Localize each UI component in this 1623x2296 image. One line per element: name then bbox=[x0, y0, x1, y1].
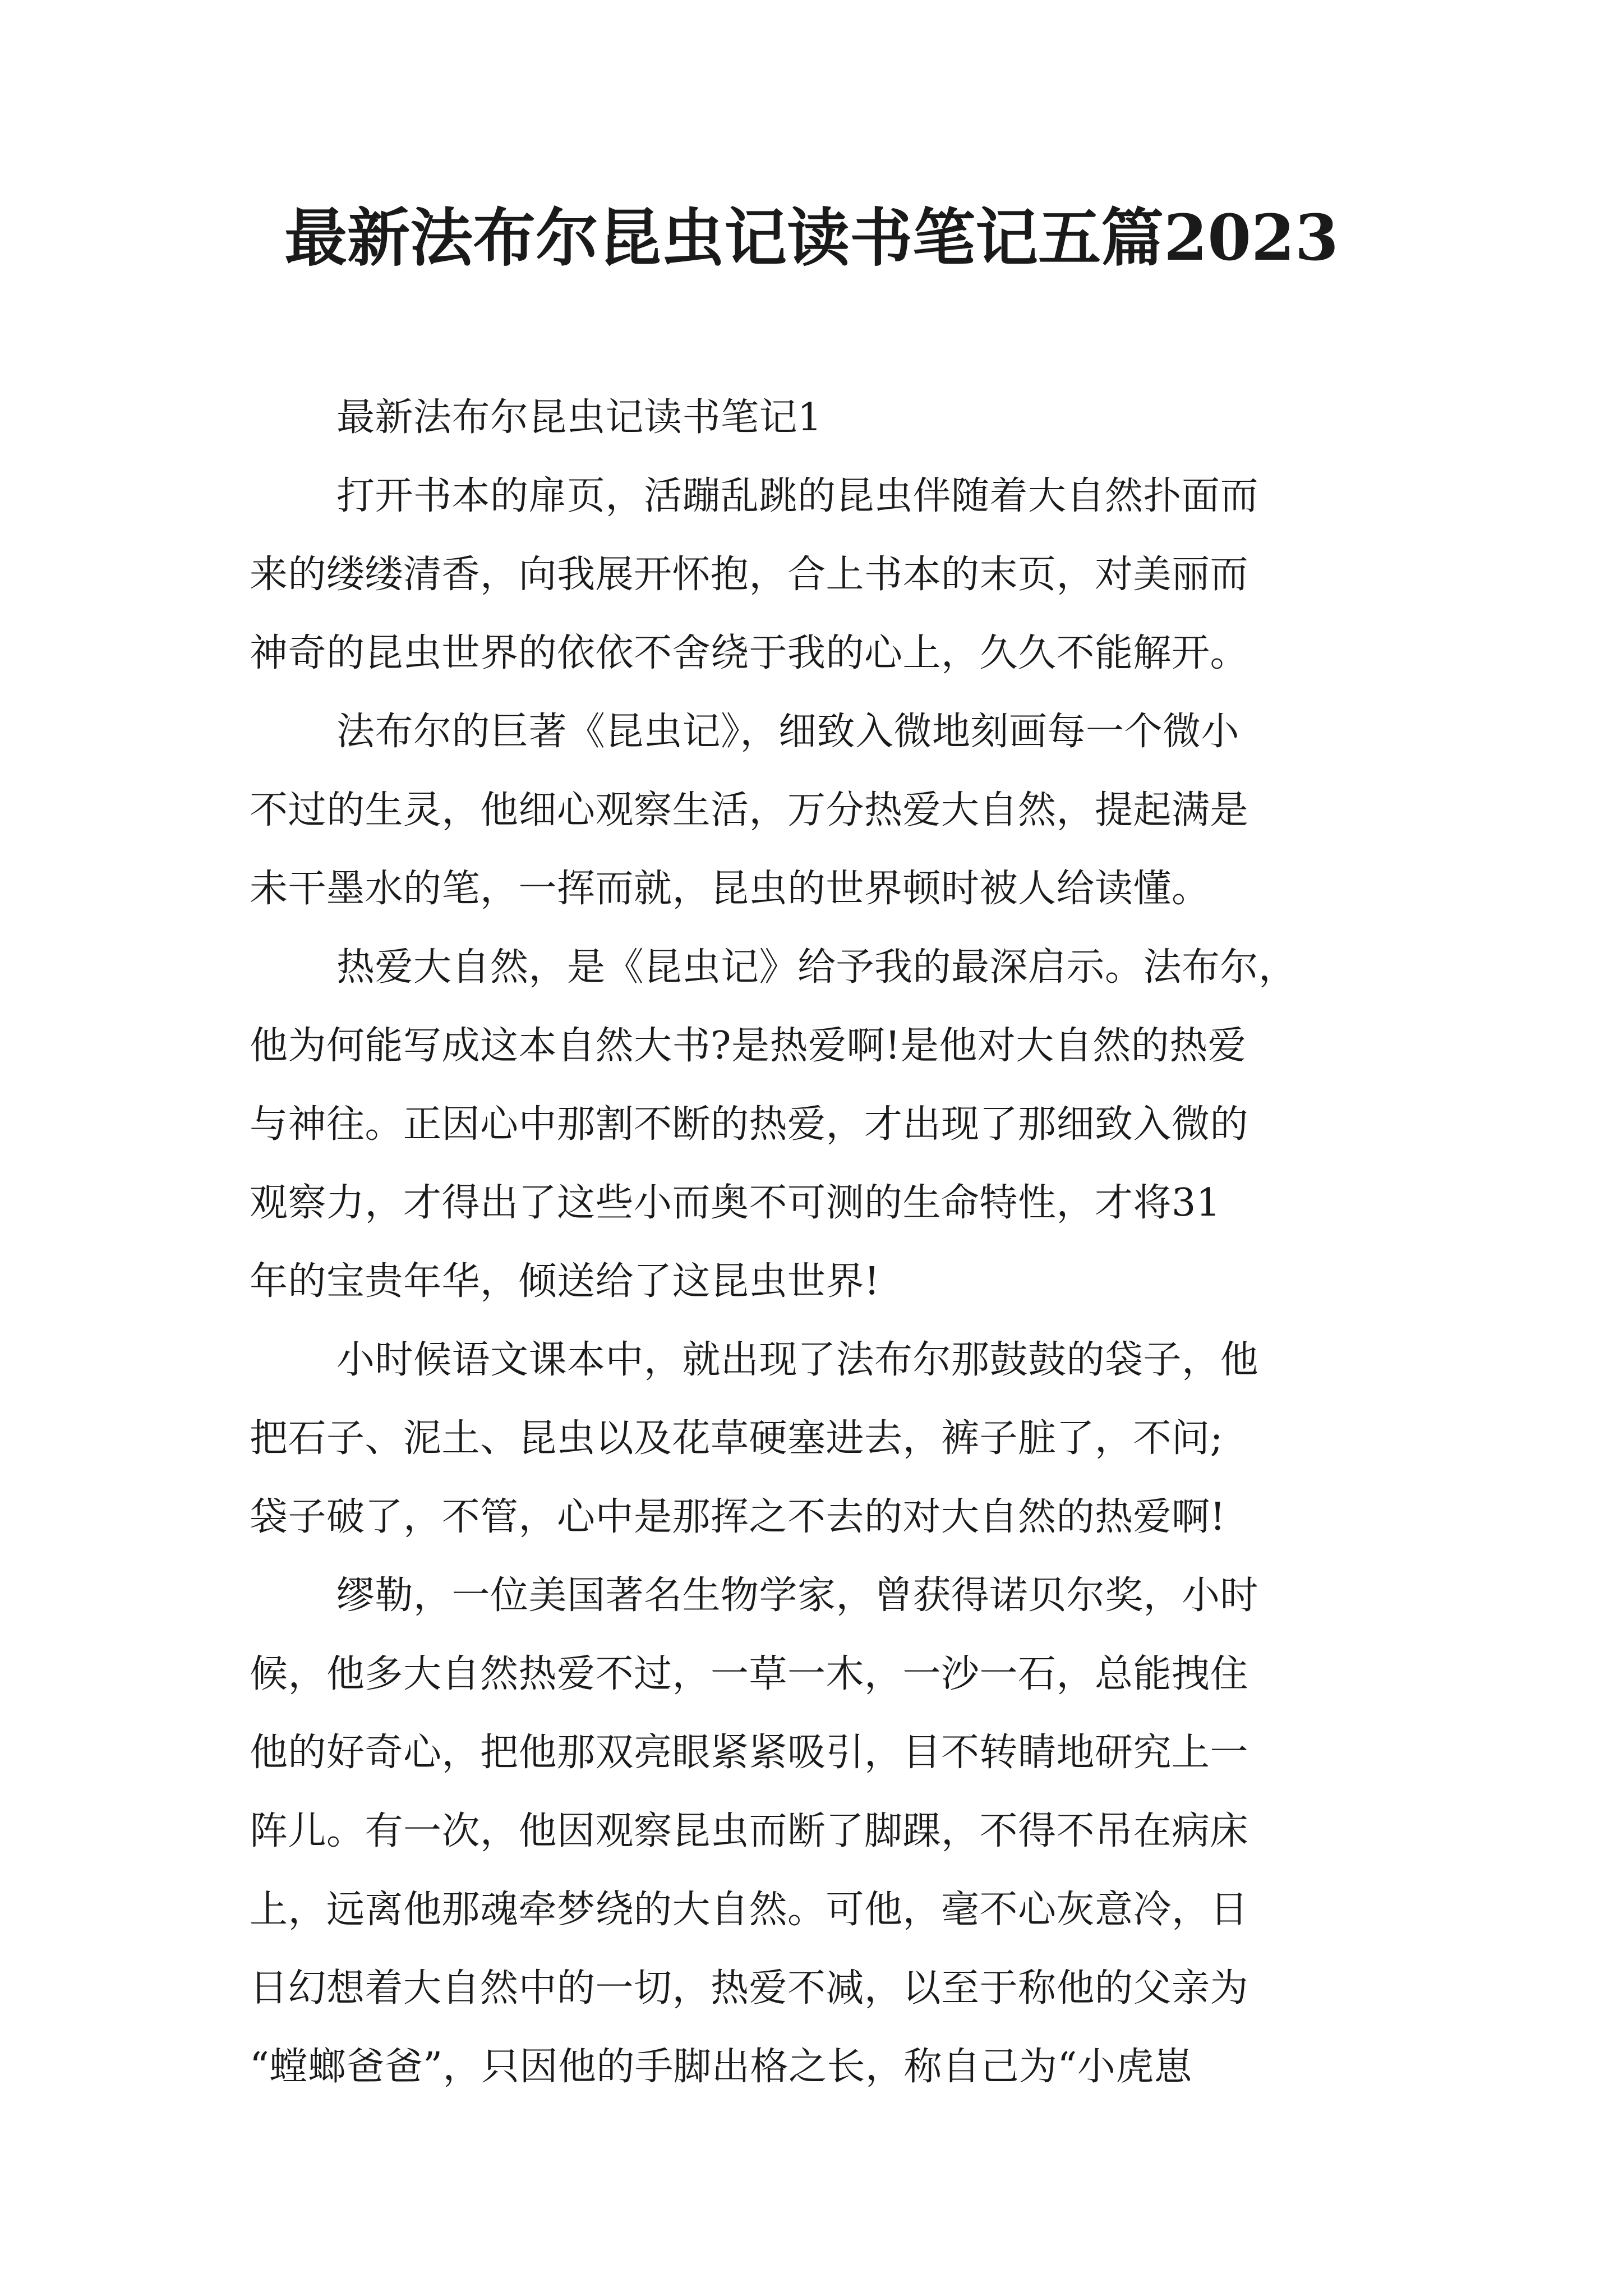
paragraph-line: 未干墨水的笔，一挥而就，昆虫的世界顿时被人给读懂。 bbox=[250, 867, 1210, 911]
paragraph-line: 袋子破了，不管，心中是那挥之不去的对大自然的热爱啊! bbox=[250, 1495, 1226, 1539]
paragraph-line: 不过的生灵，他细心观察生活，万分热爱大自然，提起满是 bbox=[250, 788, 1249, 832]
paragraph-line: 与神往。正因心中那割不断的热爱，才出现了那细致入微的 bbox=[250, 1102, 1249, 1147]
paragraph-line: 阵儿。有一次，他因观察昆虫而断了脚踝，不得不吊在病床 bbox=[250, 1809, 1249, 1853]
paragraph-line: 缪勒，一位美国著名生物学家，曾获得诺贝尔奖，小时 bbox=[336, 1573, 1259, 1618]
paragraph-line: “螳螂爸爸”，只因他的手脚出格之长，称自己为“小虎崽 bbox=[250, 2045, 1193, 2089]
paragraph-line: 热爱大自然，是《昆虫记》给予我的最深启示。法布尔， bbox=[336, 945, 1297, 990]
paragraph-line: 打开书本的扉页，活蹦乱跳的昆虫伴随着大自然扑面而 bbox=[336, 474, 1259, 518]
paragraph-line: 他的好奇心，把他那双亮眼紧紧吸引，目不转睛地研究上一 bbox=[250, 1731, 1249, 1775]
paragraph-line: 把石子、泥土、昆虫以及花草硬塞进去，裤子脏了，不问; bbox=[250, 1416, 1223, 1461]
paragraph-line: 神奇的昆虫世界的依依不舍绕于我的心上，久久不能解开。 bbox=[250, 631, 1249, 675]
paragraph-line: 小时候语文课本中，就出现了法布尔那鼓鼓的袋子，他 bbox=[336, 1338, 1259, 1382]
paragraph-line: 上，远离他那魂牵梦绕的大自然。可他，毫不心灰意冷，日 bbox=[250, 1888, 1249, 1932]
paragraph-line: 日幻想着大自然中的一切，热爱不减，以至于称他的父亲为 bbox=[250, 1966, 1249, 2010]
paragraph-line: 观察力，才得出了这些小而奥不可测的生命特性，才将31 bbox=[250, 1181, 1221, 1225]
paragraph-line: 年的宝贵年华，倾送给了这昆虫世界! bbox=[250, 1259, 880, 1304]
paragraph-line: 来的缕缕清香，向我展开怀抱，合上书本的末页，对美丽而 bbox=[250, 553, 1249, 597]
paragraph-line: 他为何能写成这本自然大书?是热爱啊!是他对大自然的热爱 bbox=[250, 1024, 1247, 1068]
paragraph-line: 候，他多大自然热爱不过，一草一木，一沙一石，总能拽住 bbox=[250, 1652, 1249, 1696]
document-title: 最新法布尔昆虫记读书笔记五篇2023 bbox=[284, 201, 1339, 275]
section-heading: 最新法布尔昆虫记读书笔记1 bbox=[336, 395, 822, 440]
paragraph-line: 法布尔的巨著《昆虫记》，细致入微地刻画每一个微小 bbox=[336, 710, 1240, 754]
